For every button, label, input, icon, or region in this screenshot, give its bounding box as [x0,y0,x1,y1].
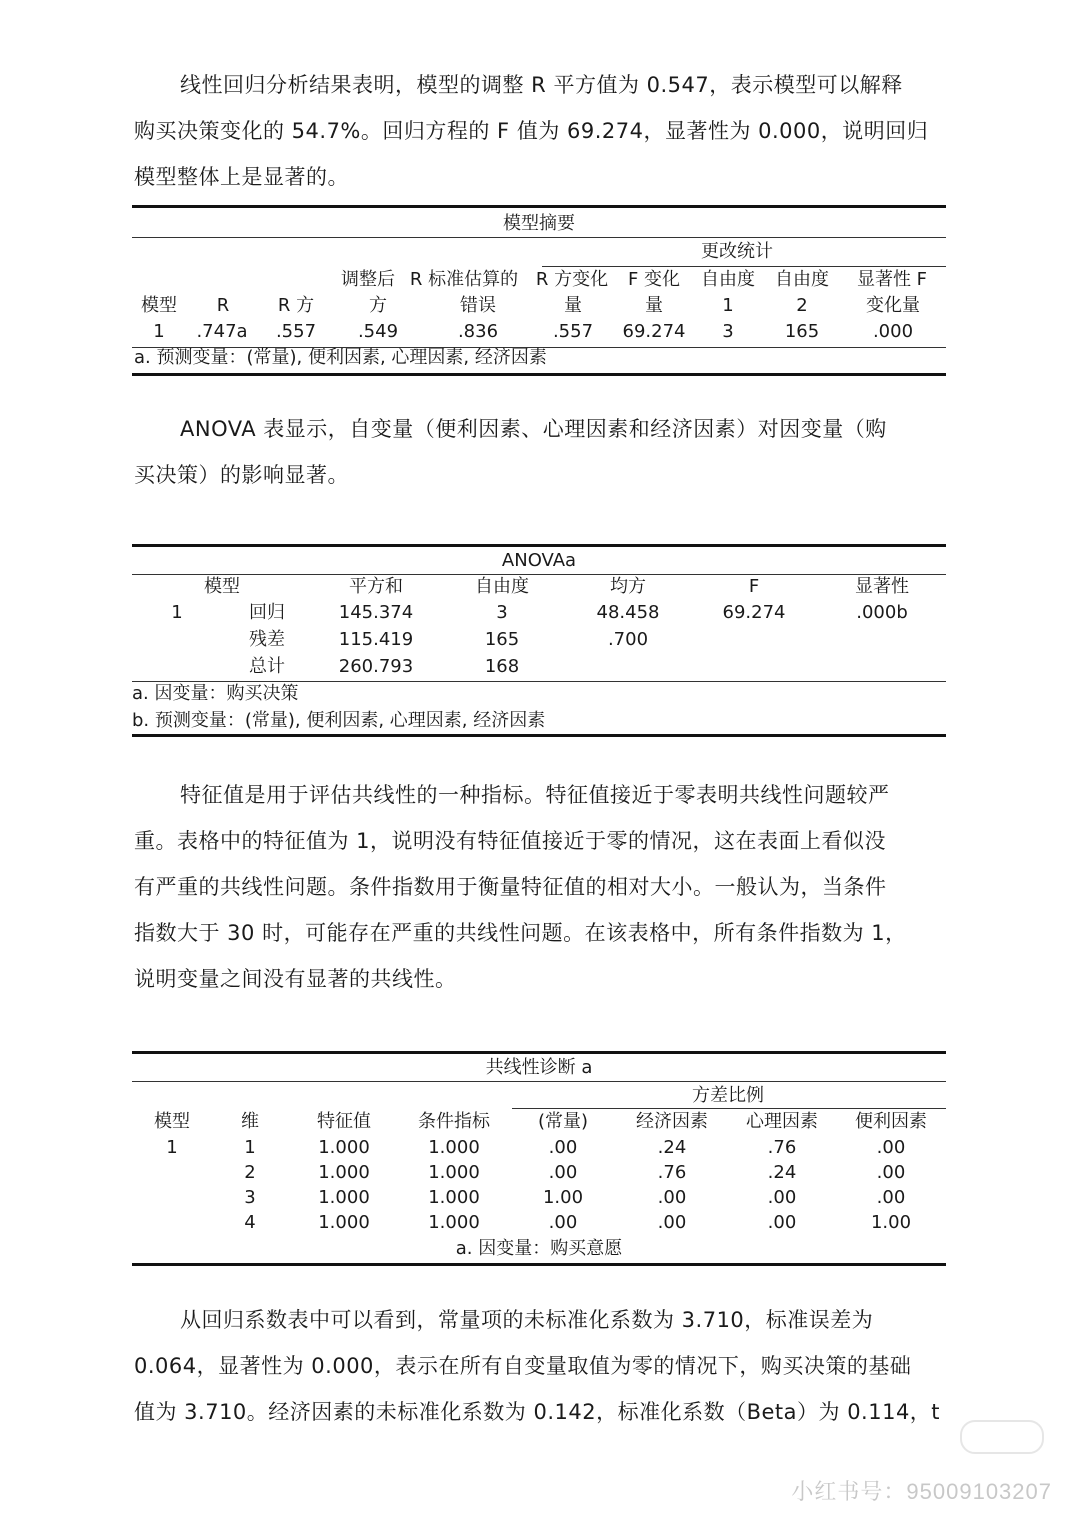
table-cell: 1.000 [428,1212,480,1233]
table-cell: .00 [876,1137,906,1158]
text-line: 重。表格中的特征值为 1，说明没有特征值接近于零的情况，这在表面上看似没 [134,829,887,853]
collinearity-table [132,1051,946,1267]
table-cell: 3 [722,321,734,342]
table-cell: .00 [767,1212,797,1233]
text-line: 指数大于 30 时，可能存在严重的共线性问题。在该表格中，所有条件指数为 1， [134,921,907,945]
table-cell: 1.000 [318,1162,370,1183]
text-line: 从回归系数表中可以看到，常量项的未标准化系数为 3.710，标准误差为 [180,1308,874,1332]
col-header: R 方 [277,295,315,316]
col-header: 变化量 [866,295,920,316]
col-header: 自由度 [475,576,529,597]
col-header: 1 [722,295,734,316]
table-cell: 69.274 [622,321,686,342]
table-title: ANOVAa [501,550,577,571]
table-cell: .747a [196,321,248,342]
col-header: 自由度 [775,269,829,290]
text-line: 0.064，显著性为 0.000，表示在所有自变量取值为零的情况下，购买决策的基础 [134,1354,912,1378]
paragraph-regression-summary [134,62,946,200]
text-line: 线性回归分析结果表明，模型的调整 R 平方值为 0.547，表示模型可以解释 [180,73,903,97]
col-header: 心理因素 [746,1111,818,1132]
table-cell: 48.458 [596,602,660,623]
table-cell: 3 [496,602,508,623]
table-cell: 2 [244,1162,256,1183]
text-line: 说明变量之间没有显著的共线性。 [134,967,457,991]
model-summary-table [132,205,946,375]
table-cell: .557 [275,321,317,342]
col-header: 调整后 [341,269,395,290]
change-stats-header: 更改统计 [701,241,773,262]
table-cell: .00 [767,1187,797,1208]
table-cell: 1.000 [318,1187,370,1208]
table-cell: 115.419 [338,629,414,650]
table-cell: .700 [607,629,649,650]
table-note: b. 预测变量：(常量), 便利因素, 心理因素, 经济因素 [132,710,546,731]
table-cell: .24 [767,1162,797,1183]
col-header: 经济因素 [636,1111,708,1132]
col-header: 特征值 [317,1111,371,1132]
table-cell: 1.000 [318,1137,370,1158]
col-header: 方 [369,295,387,316]
table-cell: .00 [876,1162,906,1183]
table-cell: .000 [872,321,914,342]
table-cell: 145.374 [338,602,414,623]
col-header: 便利因素 [855,1111,927,1132]
text-line: 值为 3.710。经济因素的未标准化系数为 0.142，标准化系数（Beta）为 0.114，t [134,1400,941,1424]
col-header: 量 [564,295,582,316]
table-cell: 260.793 [338,656,414,677]
table-cell: 1 [153,321,165,342]
col-header: 量 [645,295,663,316]
col-header: 条件指标 [418,1111,490,1132]
paragraph-coefficients [134,1297,946,1435]
table-note: a. 因变量：购买意愿 [455,1238,623,1259]
col-header: 平方和 [349,576,403,597]
watermark-logo [960,1420,1044,1454]
table-cell: .00 [548,1212,578,1233]
table-cell: .76 [767,1137,797,1158]
col-header: F 变化 [627,269,681,290]
table-cell: 1.000 [428,1187,480,1208]
table-cell: .00 [548,1137,578,1158]
col-header: 错误 [460,295,496,316]
col-header: 模型 [141,295,177,316]
col-header: 维 [241,1111,259,1132]
table-cell: .76 [657,1162,687,1183]
table-cell: .00 [548,1162,578,1183]
text-line: 买决策）的影响显著。 [134,463,349,487]
table-cell: 4 [244,1212,256,1233]
anova-table [132,544,946,738]
col-header: 自由度 [701,269,755,290]
table-cell: 1 [171,602,183,623]
table-cell: 69.274 [722,602,786,623]
table-cell: .000b [856,602,908,623]
col-header: R 方变化 [535,269,609,290]
text-line: 特征值是用于评估共线性的一种指标。特征值接近于零表明共线性问题较严 [180,783,890,807]
table-note: a. 预测变量：(常量), 便利因素, 心理因素, 经济因素 [134,347,547,368]
variance-proportion-header: 方差比例 [692,1085,764,1106]
table-cell: .836 [457,321,499,342]
col-header: 2 [796,295,808,316]
table-cell: 168 [484,656,520,677]
col-header: 显著性 [855,576,909,597]
text-line: 有严重的共线性问题。条件指数用于衡量特征值的相对大小。一般认为，当条件 [134,875,887,899]
col-header: (常量) [537,1111,589,1132]
table-cell: .00 [657,1187,687,1208]
table-cell: 165 [484,629,520,650]
text-line: ANOVA 表显示，自变量（便利因素、心理因素和经济因素）对因变量（购 [180,417,887,441]
table-note: a. 因变量：购买决策 [132,683,299,704]
col-header: 均方 [610,576,646,597]
table-cell: .557 [552,321,594,342]
table-cell: 1.00 [542,1187,584,1208]
table-title: 共线性诊断 a [485,1057,593,1078]
col-header: R 标准估算的 [409,269,519,290]
text-line: 模型整体上是显著的。 [134,165,349,189]
col-header: 模型 [154,1111,190,1132]
col-header: R [216,295,230,316]
text-line: 购买决策变化的 54.7%。回归方程的 F 值为 69.274，显著性为 0.000，说明回归 [134,119,929,143]
table-cell: 1.000 [318,1212,370,1233]
paragraph-collinearity-explanation [134,772,946,1002]
col-header: 显著性 F [856,269,928,290]
table-cell: 165 [784,321,820,342]
table-cell: 3 [244,1187,256,1208]
table-cell: 1.00 [870,1212,912,1233]
table-cell: 残差 [249,629,285,650]
table-cell: .00 [876,1187,906,1208]
table-cell: 1.000 [428,1137,480,1158]
table-cell: .549 [357,321,399,342]
table-cell: .24 [657,1137,687,1158]
table-cell: 1 [166,1137,178,1158]
col-header: F [748,576,760,597]
table-cell: 回归 [249,602,285,623]
table-cell: 1.000 [428,1162,480,1183]
col-header: 模型 [204,576,240,597]
table-cell: 1 [244,1137,256,1158]
table-title: 模型摘要 [503,213,575,234]
table-cell: .00 [657,1212,687,1233]
paragraph-anova-summary [134,406,946,498]
table-cell: 总计 [249,656,285,677]
watermark-text: 小红书号：95009103207 [791,1479,1052,1504]
